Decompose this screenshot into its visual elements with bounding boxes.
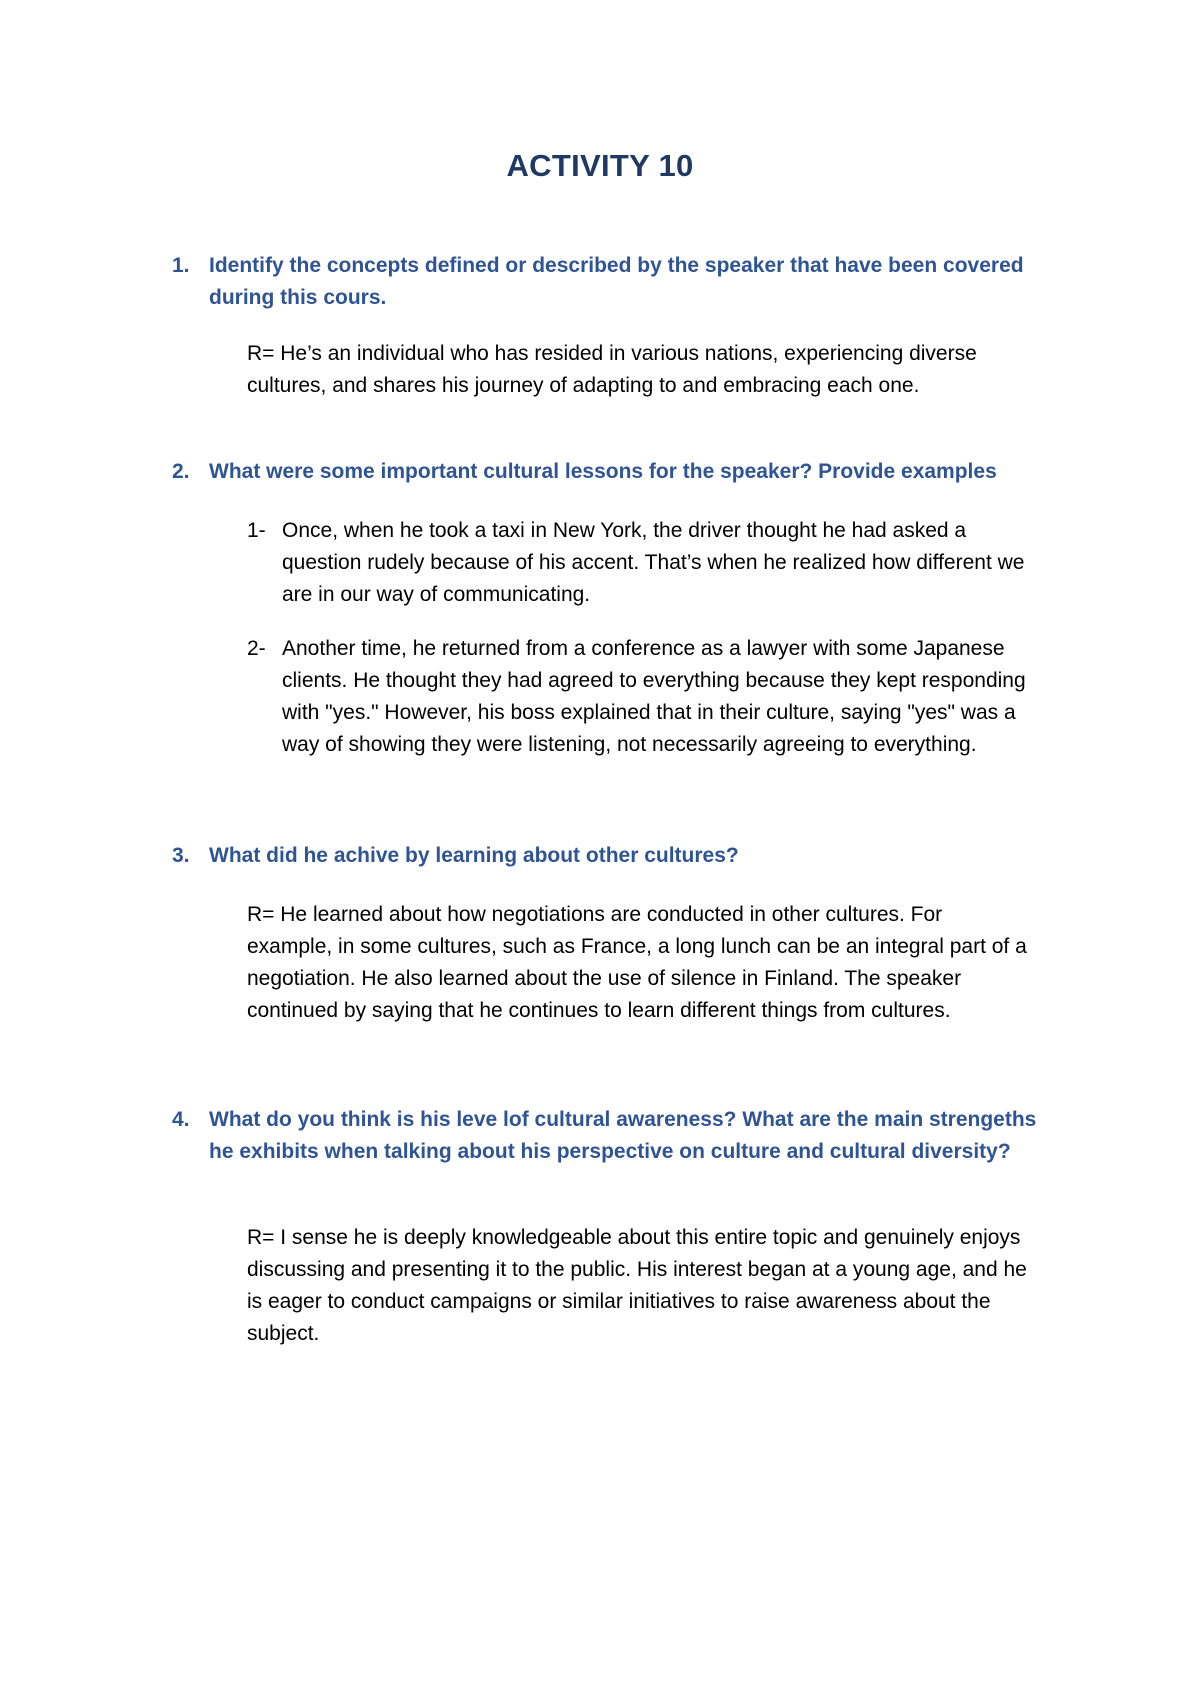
- question-text: What did he achive by learning about other cultures?: [209, 844, 739, 867]
- answer-4: R= I sense he is deeply knowledgeable about this entire topic and genuinely enjoys discussing and presenting it to the public. His interest began at a young age, and he is eager to conduct campaigns or similar initiatives to raise awareness about the subject.: [247, 1226, 1027, 1345]
- example-text: Once, when he took a taxi in New York, the driver thought he had asked a question rudely because of his accent. That’s when he realized how different we are in our way of communicating.: [282, 519, 1025, 606]
- example-number: 1-: [247, 519, 266, 542]
- example-text: Another time, he returned from a conference as a lawyer with some Japanese clients. He thought they had agreed to everything because they kept responding with "yes." However, his boss explained that in their culture, saying "yes" was a way of showing they were listening, not necessarily agreeing to everything.: [282, 637, 1026, 756]
- answer-3: R= He learned about how negotiations are conducted in other cultures. For example, in some cultures, such as France, a long lunch can be an integral part of a negotiation. He also learned about the use of silence in Finland. The speaker continued by saying that he continues to learn different things from cultures.: [247, 903, 1027, 1022]
- example-item-1: [247, 515, 1027, 611]
- question-1: [172, 250, 1052, 314]
- page-title: ACTIVITY 10: [506, 148, 694, 183]
- question-text: Identify the concepts defined or described by the speaker that have been covered during this cours.: [209, 254, 1024, 309]
- question-3: [172, 840, 1052, 872]
- question-text: What do you think is his leve lof cultural awareness? What are the main strengeths he exhibits when talking about his perspective on culture and cultural diversity?: [209, 1108, 1037, 1163]
- question-2: [172, 456, 1052, 488]
- question-number: 2.: [172, 460, 190, 483]
- example-item-2: [247, 633, 1027, 761]
- example-number: 2-: [247, 637, 266, 660]
- question-4: [172, 1104, 1052, 1168]
- question-number: 4.: [172, 1108, 190, 1131]
- question-text: What were some important cultural lessons for the speaker? Provide examples: [209, 460, 997, 483]
- question-number: 3.: [172, 844, 190, 867]
- answer-1: R= He’s an individual who has resided in various nations, experiencing diverse cultures, and shares his journey of adapting to and embracing each one.: [247, 342, 977, 397]
- question-number: 1.: [172, 254, 190, 277]
